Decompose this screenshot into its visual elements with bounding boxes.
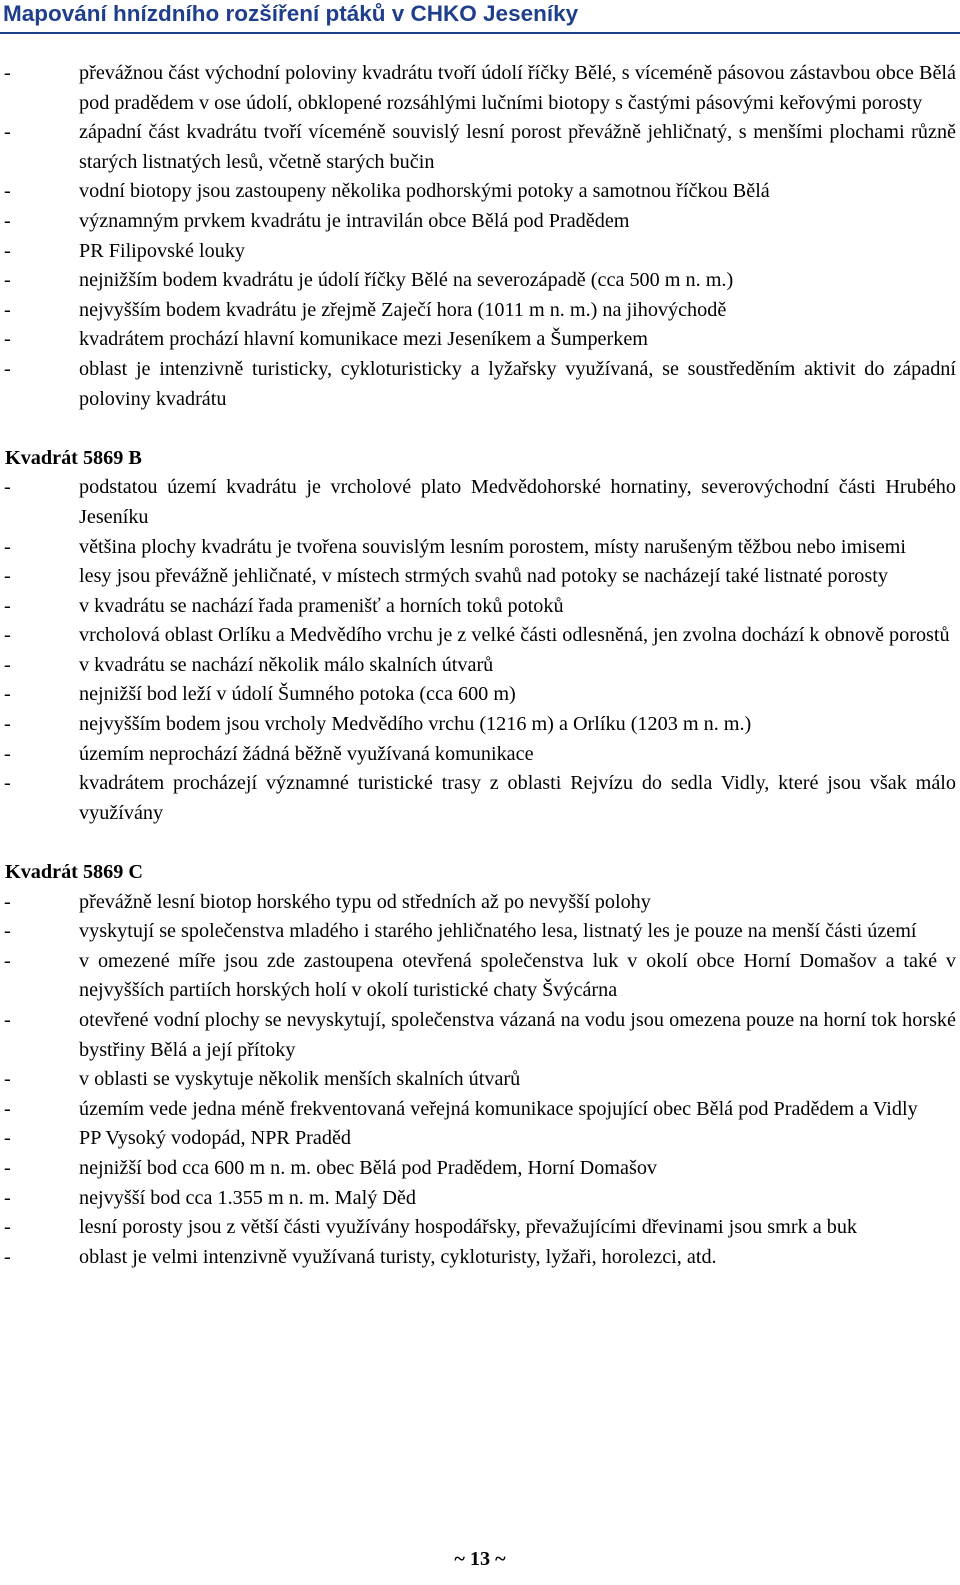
bullet-text: otevřené vodní plochy se nevyskytují, společenstva vázaná na vodu jsou omezena pouze na horní tok horské bystřiny Bělá a její přítoky bbox=[79, 1009, 956, 1061]
bullet-item bbox=[0, 621, 956, 651]
section-heading: Kvadrát 5869 B bbox=[5, 446, 142, 469]
bullet-dash: - bbox=[4, 594, 11, 617]
bullet-item bbox=[0, 769, 956, 828]
bullet-item bbox=[0, 740, 956, 770]
bullet-dash: - bbox=[4, 1097, 11, 1120]
bullet-item bbox=[0, 533, 956, 563]
page-number: ~ 13 ~ bbox=[454, 1548, 506, 1570]
bullet-item bbox=[0, 1006, 956, 1065]
bullet-text: oblast je intenzivně turisticky, cykloturisticky a lyžařsky využívaná, se soustředěním aktivit do západní poloviny kvadrátu bbox=[79, 357, 956, 410]
bullet-text: kvadrátem procházejí významné turistické trasy z oblasti Rejvízu do sedla Vidly, které jsou však málo využívány bbox=[79, 772, 956, 824]
bullet-dash: - bbox=[4, 1127, 11, 1150]
bullet-item bbox=[0, 1184, 956, 1214]
bullet-item bbox=[0, 1243, 956, 1273]
intro-bullet-list bbox=[0, 59, 960, 414]
bullet-dash: - bbox=[4, 1156, 11, 1179]
bullet-item bbox=[0, 562, 956, 592]
bullet-text: převážnou část východní poloviny kvadrátu tvoří údolí říčky Bělé, s víceméně pásovou zástavbou obce Bělá pod pradědem v ose údolí, obklopené rozsáhlými lučními biotopy s častými pásovými keřovými porosty bbox=[79, 62, 956, 114]
bullet-dash: - bbox=[4, 328, 11, 351]
bullet-dash: - bbox=[4, 1216, 11, 1239]
bullet-item bbox=[0, 888, 956, 918]
bullet-dash: - bbox=[4, 920, 11, 943]
bullet-dash: - bbox=[4, 180, 11, 203]
bullet-item bbox=[0, 237, 956, 267]
quadrant-section bbox=[0, 858, 960, 1272]
bullet-text: většina plochy kvadrátu je tvořena souvislým lesním porostem, místy narušeným těžbou nebo imisemi bbox=[79, 535, 906, 558]
bullet-text: územím neprochází žádná běžně využívaná komunikace bbox=[79, 742, 534, 765]
bullet-dash: - bbox=[4, 121, 11, 144]
bullet-text: vodní biotopy jsou zastoupeny několika podhorskými potoky a samotnou říčkou Bělá bbox=[79, 180, 770, 203]
bullet-dash: - bbox=[4, 1245, 11, 1268]
bullet-text: v kvadrátu se nachází několik málo skalních útvarů bbox=[79, 653, 494, 676]
bullet-dash: - bbox=[4, 62, 11, 84]
section-heading: Kvadrát 5869 C bbox=[5, 861, 143, 884]
document-body bbox=[0, 59, 960, 1272]
document-title: Mapování hnízdního rozšíření ptáků v CHKO Jeseníky bbox=[3, 1, 579, 26]
section-bullet-list bbox=[0, 888, 960, 1273]
bullet-text: v omezené míře jsou zde zastoupena otevřená společenstva luk v okolí obce Horní Domašov a také v nejvyšších partiích horských holí v okolí turistické chaty Švýcárna bbox=[79, 949, 956, 1002]
bullet-text: PP Vysoký vodopád, NPR Praděd bbox=[79, 1127, 351, 1150]
bullet-dash: - bbox=[4, 772, 11, 795]
bullet-item bbox=[0, 592, 956, 622]
bullet-text: nejnižším bodem kvadrátu je údolí říčky Bělé na severozápadě (cca 500 m n. m.) bbox=[79, 269, 734, 292]
bullet-dash: - bbox=[4, 949, 11, 972]
bullet-item bbox=[0, 1124, 956, 1154]
bullet-text: kvadrátem prochází hlavní komunikace mezi Jeseníkem a Šumperkem bbox=[79, 328, 648, 351]
bullet-item bbox=[0, 651, 956, 681]
bullet-item bbox=[0, 680, 956, 710]
bullet-text: podstatou území kvadrátu je vrcholové plato Medvědohorské hornatiny, severovýchodní části Hrubého Jeseníku bbox=[79, 476, 956, 528]
bullet-item bbox=[0, 1065, 956, 1095]
bullet-dash: - bbox=[4, 357, 11, 380]
bullet-dash: - bbox=[4, 1068, 11, 1091]
bullet-item bbox=[0, 1095, 956, 1125]
bullet-dash: - bbox=[4, 269, 11, 292]
bullet-dash: - bbox=[4, 1009, 11, 1031]
bullet-dash: - bbox=[4, 890, 11, 913]
bullet-dash: - bbox=[4, 624, 11, 647]
quadrant-sections bbox=[0, 444, 960, 1273]
bullet-dash: - bbox=[4, 239, 11, 262]
header-divider bbox=[0, 32, 960, 34]
bullet-item bbox=[0, 266, 956, 296]
bullet-dash: - bbox=[4, 298, 11, 321]
bullet-dash: - bbox=[4, 653, 11, 676]
bullet-item bbox=[0, 59, 956, 118]
bullet-dash: - bbox=[4, 1186, 11, 1209]
bullet-dash: - bbox=[4, 565, 11, 588]
bullet-text: lesy jsou převážně jehličnaté, v místech strmých svahů nad potoky se nacházejí také listnaté porosty bbox=[79, 565, 888, 588]
bullet-text: západní část kvadrátu tvoří víceméně souvislý lesní porost převážně jehličnatý, s menšími plochami různě starých listnatých lesů, včetně starých bučin bbox=[79, 121, 956, 173]
bullet-item bbox=[0, 325, 956, 355]
bullet-item bbox=[0, 296, 956, 326]
bullet-item bbox=[0, 207, 956, 237]
bullet-text: nejvyšší bod cca 1.355 m n. m. Malý Děd bbox=[79, 1186, 416, 1209]
bullet-dash: - bbox=[4, 209, 11, 232]
bullet-item bbox=[0, 917, 956, 947]
bullet-text: lesní porosty jsou z větší části využívány hospodářsky, převažujícími dřevinami jsou smrk a buk bbox=[79, 1216, 858, 1239]
bullet-text: vrcholová oblast Orlíku a Medvědího vrchu je z velké části odlesněná, jen zvolna dochází k obnově porostů bbox=[79, 624, 950, 647]
bullet-text: nejnižší bod cca 600 m n. m. obec Bělá pod Pradědem, Horní Domašov bbox=[79, 1156, 658, 1179]
bullet-dash: - bbox=[4, 742, 11, 765]
page-header bbox=[0, 0, 960, 36]
bullet-item bbox=[0, 1213, 956, 1243]
bullet-text: převážně lesní biotop horského typu od středních až po nevyšší polohy bbox=[79, 890, 651, 913]
bullet-item bbox=[0, 177, 956, 207]
quadrant-section bbox=[0, 444, 960, 829]
bullet-dash: - bbox=[4, 535, 11, 558]
bullet-item bbox=[0, 473, 956, 532]
bullet-text: v oblasti se vyskytuje několik menších skalních útvarů bbox=[79, 1068, 521, 1091]
bullet-item bbox=[0, 1154, 956, 1184]
bullet-text: v kvadrátu se nachází řada pramenišť a horních toků potoků bbox=[79, 594, 564, 617]
bullet-text: nejnižší bod leží v údolí Šumného potoka (cca 600 m) bbox=[79, 683, 516, 706]
bullet-dash: - bbox=[4, 683, 11, 706]
bullet-text: PR Filipovské louky bbox=[79, 239, 246, 262]
bullet-text: nejvyšším bodem kvadrátu je zřejmě Zaječí hora (1011 m n. m.) na jihovýchodě bbox=[79, 298, 727, 321]
bullet-text: oblast je velmi intenzivně využívaná turisty, cykloturisty, lyžaři, horolezci, atd. bbox=[79, 1245, 717, 1268]
bullet-text: významným prvkem kvadrátu je intravilán obce Bělá pod Pradědem bbox=[79, 209, 630, 232]
bullet-text: vyskytují se společenstva mladého i starého jehličnatého lesa, listnatý les je pouze na menší části území bbox=[79, 920, 917, 943]
bullet-text: nejvyšším bodem jsou vrcholy Medvědího vrchu (1216 m) a Orlíku (1203 m n. m.) bbox=[79, 713, 752, 736]
bullet-text: územím vede jedna méně frekventovaná veřejná komunikace spojující obec Bělá pod Pradědem a Vidly bbox=[79, 1097, 918, 1120]
bullet-item bbox=[0, 118, 956, 177]
bullet-dash: - bbox=[4, 476, 11, 499]
section-bullet-list bbox=[0, 473, 960, 828]
bullet-item bbox=[0, 947, 956, 1006]
bullet-item bbox=[0, 710, 956, 740]
bullet-dash: - bbox=[4, 713, 11, 736]
bullet-item bbox=[0, 355, 956, 414]
